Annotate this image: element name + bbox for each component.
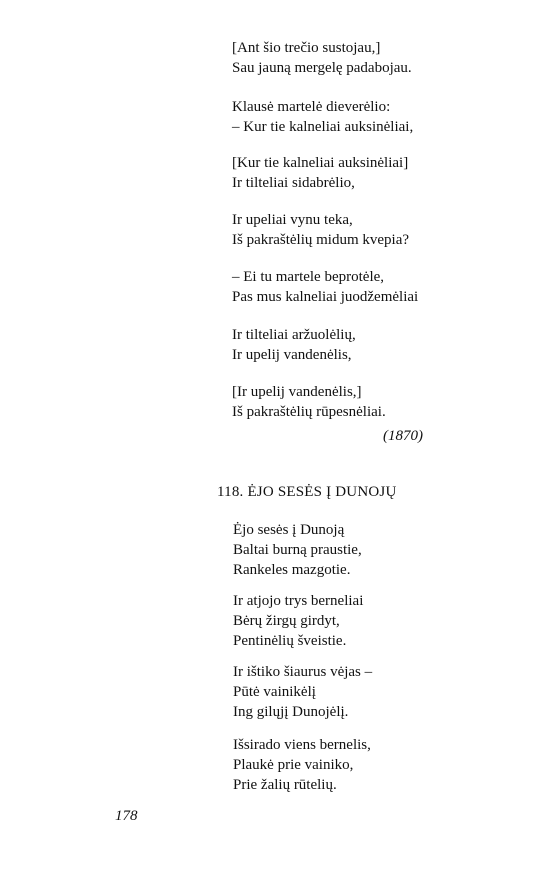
poem1-stanza-7 bbox=[232, 382, 386, 422]
verse-line: Ing gilųjį Dunojėlį. bbox=[233, 704, 349, 720]
verse-line: Plaukė prie vainiko, bbox=[233, 757, 354, 773]
poem1-stanza-5 bbox=[232, 267, 418, 307]
verse-line: Ir tilteliai sidabrėlio, bbox=[232, 175, 355, 191]
verse-line: Ir upelij vandenėlis, bbox=[232, 347, 352, 363]
verse-line: [Kur tie kalneliai auksinėliai] bbox=[232, 155, 409, 171]
poem2-stanza-2 bbox=[233, 591, 363, 651]
verse-line: Prie žalių rūtelių. bbox=[233, 777, 337, 793]
verse-line: Bėrų žirgų girdyt, bbox=[233, 613, 340, 629]
verse-line: – Ei tu martele beprotėle, bbox=[232, 269, 385, 285]
verse-line: Pas mus kalneliai juodžemėliai bbox=[232, 289, 419, 305]
page-number: 178 bbox=[115, 808, 138, 824]
verse-line: Baltai burną praustie, bbox=[233, 542, 362, 558]
verse-line: Ir tilteliai aržuolėlių, bbox=[232, 327, 356, 343]
verse-line: Iš pakraštėlių midum kvepia? bbox=[232, 232, 410, 248]
verse-line: Iš pakraštėlių rūpesnėliai. bbox=[232, 404, 386, 420]
verse-line: Ir upeliai vynu teka, bbox=[232, 212, 353, 228]
verse-line: Klausė martelė dieverėlio: bbox=[232, 99, 391, 115]
poem1-stanza-4 bbox=[232, 210, 409, 250]
verse-line: Ir ištiko šiaurus vėjas – bbox=[233, 664, 373, 680]
poem2-stanza-1 bbox=[233, 520, 362, 580]
verse-line: Sau jauną mergelę padabojau. bbox=[232, 60, 412, 76]
verse-line: [Ir upelij vandenėlis,] bbox=[232, 384, 362, 400]
verse-line: Pūtė vainikėlį bbox=[233, 684, 316, 700]
verse-line: Pentinėlių šveistie. bbox=[233, 633, 347, 649]
verse-line: [Ant šio trečio sustojau,] bbox=[232, 40, 381, 56]
verse-line: – Kur tie kalneliai auksinėliai, bbox=[232, 119, 414, 135]
poem1-stanza-2 bbox=[232, 97, 413, 137]
verse-line: Ir atjojo trys berneliai bbox=[233, 593, 364, 609]
poem2-stanza-3 bbox=[233, 662, 372, 722]
poem1-stanza-3 bbox=[232, 153, 408, 193]
poem2-stanza-4 bbox=[233, 735, 371, 795]
poem-heading: 118. ĖJO SESĖS Į DUNOJŲ bbox=[217, 484, 397, 500]
verse-line: Rankeles mazgotie. bbox=[233, 562, 351, 578]
verse-line: Ėjo sesės į Dunoją bbox=[233, 522, 345, 538]
poem1-stanza-6 bbox=[232, 325, 356, 365]
poem1-stanza-1 bbox=[232, 38, 412, 78]
poem-year: (1870) bbox=[383, 428, 423, 444]
verse-line: Išsirado viens bernelis, bbox=[233, 737, 371, 753]
